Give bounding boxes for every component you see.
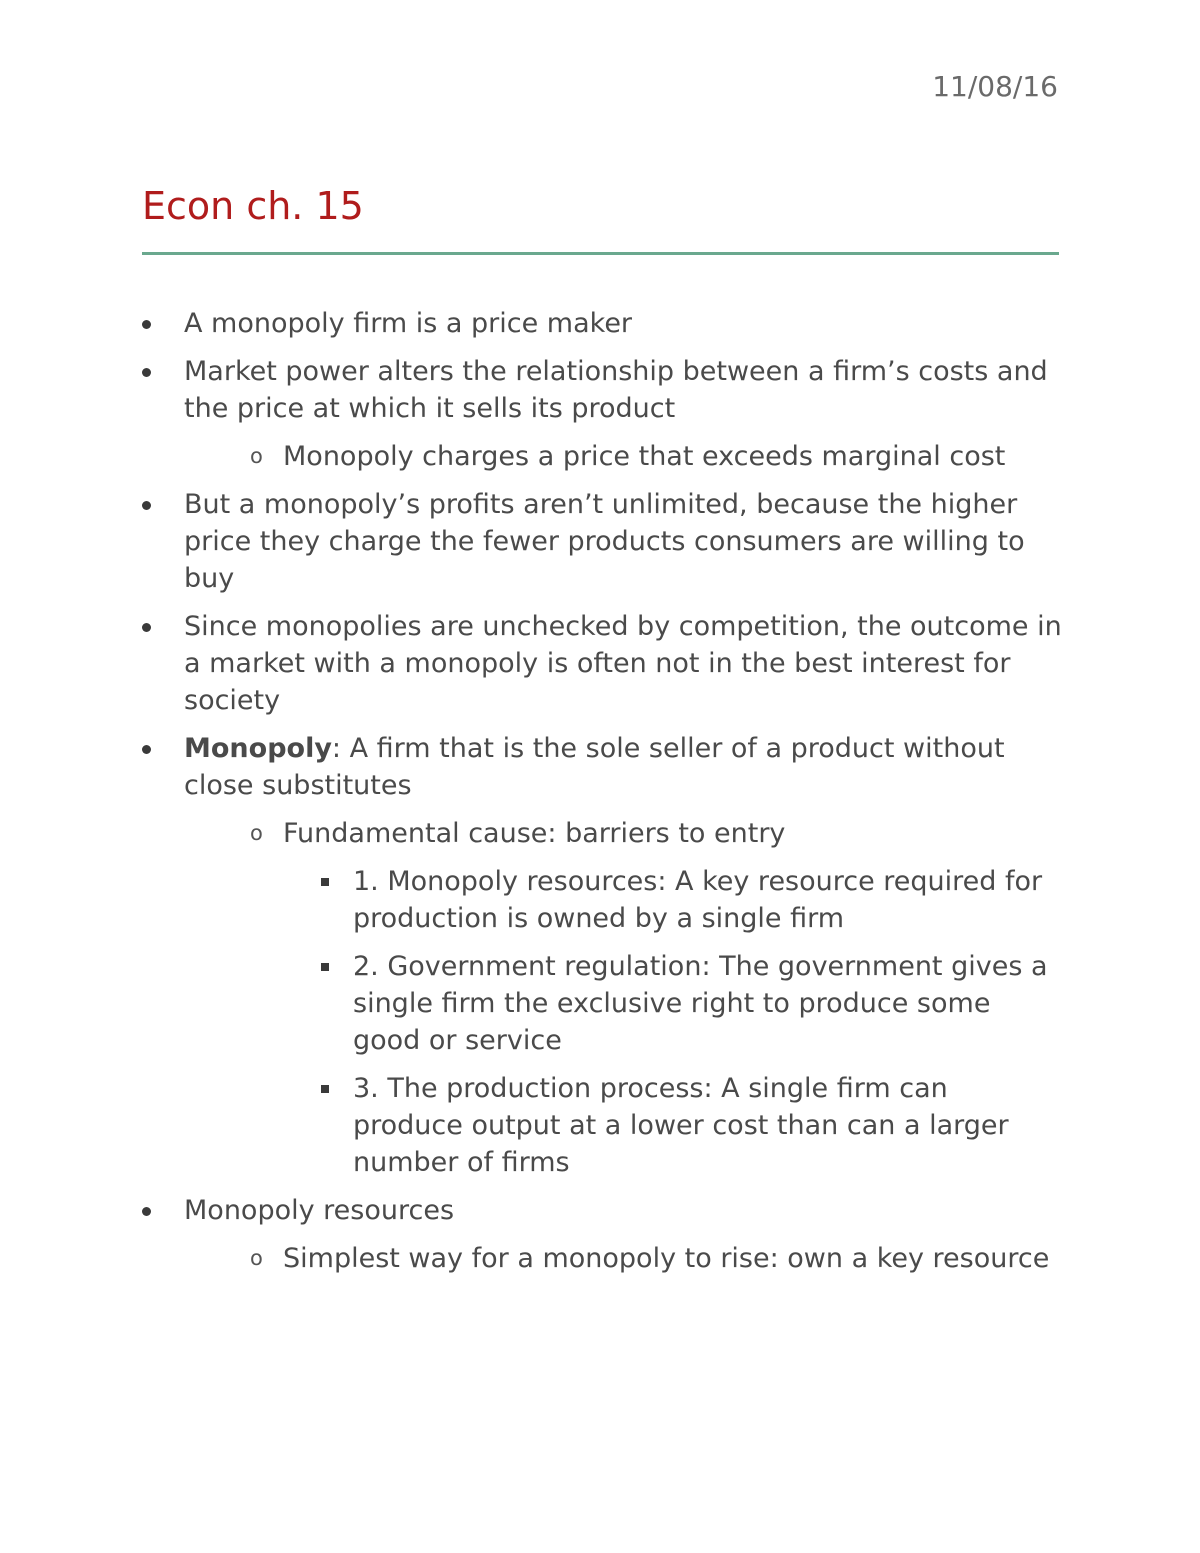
page-title: Econ ch. 15: [142, 184, 364, 228]
bullet-icon: [142, 1207, 151, 1216]
note-date: 11/08/16: [932, 70, 1058, 103]
square-bullet-icon: [321, 1085, 329, 1093]
bullet-icon: [142, 745, 151, 754]
list-item: [142, 1192, 1062, 1229]
list-item-text: Since monopolies are unchecked by competition, the outcome in a market with a monopoly is often not in the best interest for society: [184, 611, 1062, 716]
sub-sub-list-item: [142, 1070, 1062, 1181]
title-divider: [142, 252, 1059, 255]
list-item: [142, 305, 1062, 342]
list-item-text: 2. Government regulation: The government gives a single firm the exclusive right to produce some good or service: [353, 951, 1048, 1056]
notes-list: [142, 305, 1062, 1288]
list-item: [142, 730, 1062, 804]
square-bullet-icon: [321, 878, 329, 886]
definition-text: : A firm that is the sole seller of a product without close substitutes: [184, 733, 1005, 801]
list-item-text: 1. Monopoly resources: A key resource required for production is owned by a single firm: [353, 866, 1043, 934]
list-item: [142, 353, 1062, 427]
circle-bullet-icon: o: [250, 821, 263, 845]
sub-sub-list-item: [142, 948, 1062, 1059]
sub-list-item: [142, 1240, 1062, 1277]
definition-term: Monopoly: [184, 733, 332, 764]
list-item: [142, 608, 1062, 719]
list-item-text: Fundamental cause: barriers to entry: [283, 818, 786, 849]
list-item-text: Market power alters the relationship between a firm’s costs and the price at which it sells its product: [184, 356, 1048, 424]
bullet-icon: [142, 368, 151, 377]
list-item-text: Simplest way for a monopoly to rise: own a key resource: [283, 1243, 1050, 1274]
sub-list-item: [142, 815, 1062, 852]
square-bullet-icon: [321, 963, 329, 971]
list-item-text: Monopoly charges a price that exceeds marginal cost: [283, 441, 1006, 472]
circle-bullet-icon: o: [250, 444, 263, 468]
list-item-text: 3. The production process: A single firm can produce output at a lower cost than can a larger number of firms: [353, 1073, 1009, 1178]
list-item: [142, 486, 1062, 597]
list-item-text: But a monopoly’s profits aren’t unlimited, because the higher price they charge the fewer products consumers are willing to buy: [184, 489, 1025, 594]
bullet-icon: [142, 501, 151, 510]
sub-list-item: [142, 438, 1062, 475]
sub-sub-list-item: [142, 863, 1062, 937]
list-item-text: Monopoly resources: [184, 1195, 455, 1226]
bullet-icon: [142, 320, 151, 329]
bullet-icon: [142, 623, 151, 632]
list-item-text: A monopoly firm is a price maker: [184, 308, 633, 339]
circle-bullet-icon: o: [250, 1246, 263, 1270]
